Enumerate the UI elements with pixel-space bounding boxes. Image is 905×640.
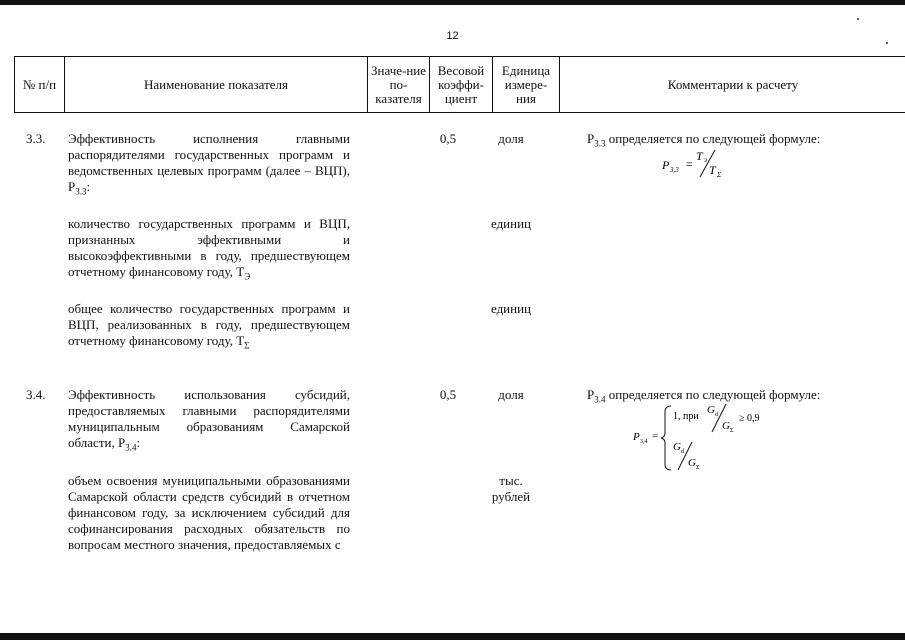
case2-num-sub: d (681, 449, 684, 455)
weight-value: 0,5 (439, 387, 457, 402)
case1-prefix: 1, при (673, 411, 699, 422)
row-number: 3.3. (26, 131, 46, 146)
top-border (0, 0, 905, 5)
indicator-name: количество государственных программ и ВЦП, признанных эффективными и высокоэффективными в году, предшествующем отчетному финансовому году, $Т_Э$ (68, 216, 350, 282)
formula-lhs: P (662, 158, 670, 172)
case1-num-sub: d (715, 412, 718, 418)
page-number: 12 (446, 30, 459, 42)
calc-comment: $Р_{3.4}$ определяется по следующей формуле: (587, 387, 821, 405)
case1-den: G (722, 420, 730, 432)
header-value: Значе-ние по-казателя (367, 57, 429, 112)
weight-value: 0,5 (439, 131, 457, 146)
formula-p34 (625, 402, 825, 474)
header-num: № п/п (14, 57, 64, 112)
formula-eq: = (652, 430, 659, 442)
indicator-name: Эффективность исполнения главными распорядителями государственных программ и ведомственных целевых программ (далее – ВЦП), $Р_{3.3}$: (68, 131, 350, 197)
formula-eq: = (685, 157, 694, 171)
unit-value: единиц (490, 301, 532, 316)
unit-value: тыс. рублей (491, 473, 531, 504)
indicator-name: Эффективность использования субсидий, предоставляемых главными распорядителями муниципальным образованиям Самарской области, $Р_{3.4}$: (68, 387, 350, 453)
header-unit: Единица измере-ния (492, 57, 559, 112)
row-number: 3.4. (26, 387, 46, 402)
scan-speck (857, 18, 859, 20)
bottom-border (0, 633, 905, 640)
case1-den-sub: Σ (730, 428, 734, 434)
table-header (14, 56, 905, 113)
header-weight: Весовой коэффи-циент (429, 57, 492, 112)
unit-value: доля (498, 387, 524, 402)
unit-value: доля (498, 131, 524, 146)
case2-num: G (673, 441, 681, 453)
formula-num-sub: э (704, 156, 708, 164)
scan-speck (886, 42, 888, 44)
case2-den: G (688, 457, 696, 469)
case1-cond: ≥ 0,9 (739, 413, 760, 424)
unit-value: единиц (490, 216, 532, 231)
formula-num: T (696, 149, 703, 163)
formula-den-sub: Σ (717, 171, 722, 179)
indicator-name: общее количество государственных программ и ВЦП, реализованных в году, предшествующем отчетному финансовому году, $Т_\Sigma$ (68, 301, 350, 351)
formula-lhs-sub: 3,4 (640, 439, 648, 445)
formula-lhs: P (633, 431, 640, 443)
formula-p33 (653, 147, 753, 179)
cases-brace (661, 406, 671, 470)
header-comment: Комментарии к расчету (559, 57, 905, 112)
case2-den-sub: Σ (696, 465, 700, 471)
formula-lhs-sub: 3,3 (670, 166, 679, 174)
indicator-name: объем освоения муниципальными образованиями Самарской области средств субсидий в отчетном финансовом году, за исключением субсидий для софинансирования расходных обязательств по вопросам местного значения, предоставляемых с (68, 473, 350, 552)
case1-num: G (707, 404, 715, 416)
calc-comment: $Р_{3.3}$ определяется по следующей формуле: (587, 131, 821, 149)
header-name: Наименование показателя (64, 57, 367, 112)
formula-den: T (709, 163, 716, 177)
